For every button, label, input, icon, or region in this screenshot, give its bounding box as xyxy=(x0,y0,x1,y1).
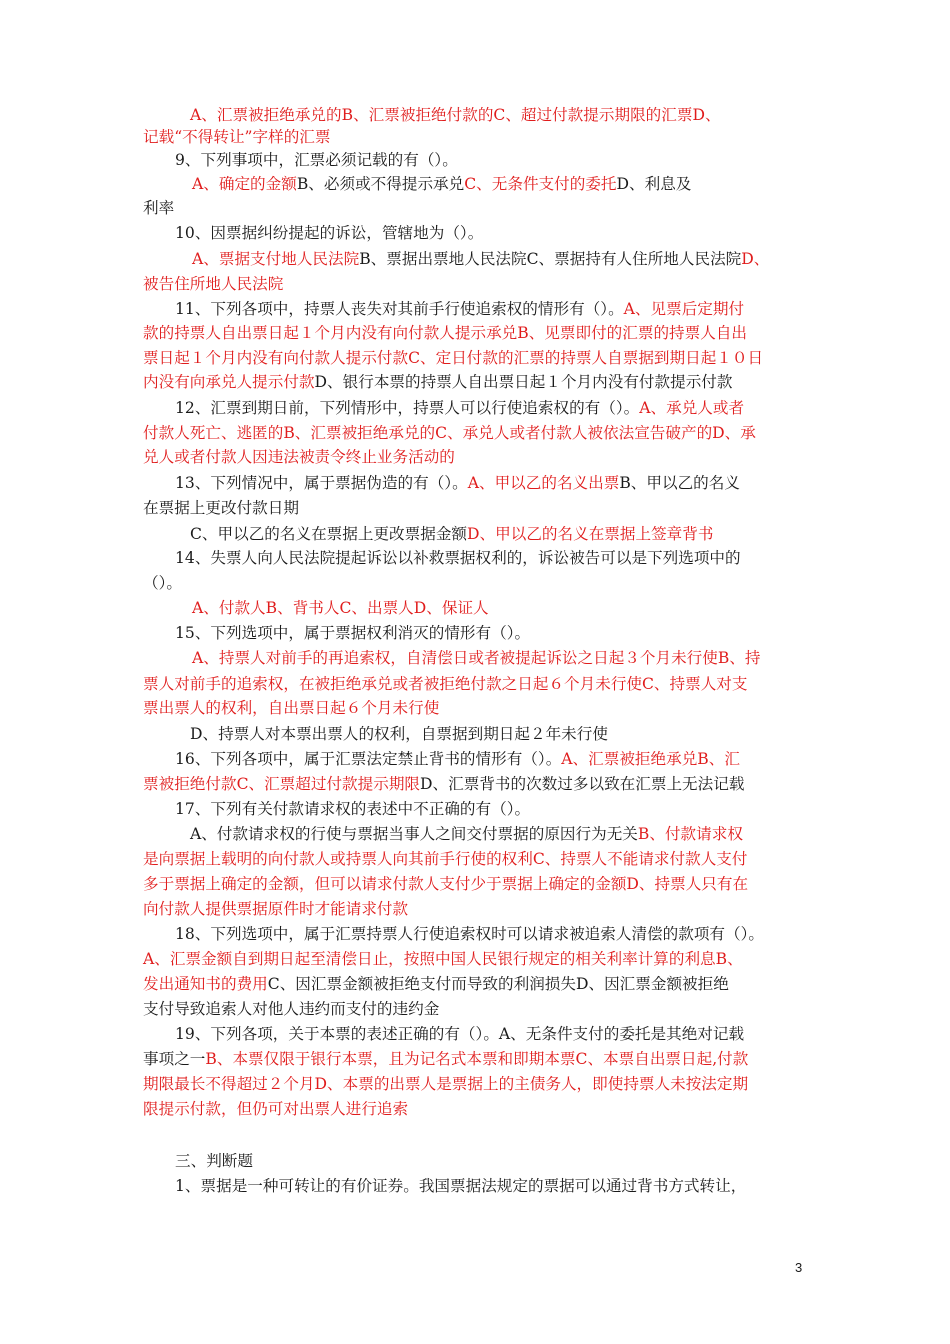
question-text: 19、下列各项，关于本票的表述正确的有（）。A、无条件支付的委托是其绝对记载 xyxy=(175,1025,745,1043)
text-line xyxy=(143,421,756,445)
question-text: D、持票人对本票出票人的权利，自票据到期日起２年未行使 xyxy=(190,725,608,743)
question-text: 12、汇票到期日前，下列情形中，持票人可以行使追索权的有（）。 xyxy=(175,399,640,417)
text-line xyxy=(143,370,733,394)
text-line xyxy=(143,872,748,896)
text-line xyxy=(190,722,608,746)
answer-text: 票日起１个月内没有向付款人提示付款C、定日付款的汇票的持票人自票据到期日起１０日 xyxy=(143,349,764,367)
text-line xyxy=(175,297,744,321)
answer-text: B、付款请求权 xyxy=(637,825,743,843)
text-line xyxy=(143,672,748,696)
text-line xyxy=(143,947,743,971)
text-line xyxy=(143,1072,748,1096)
text-line xyxy=(143,272,283,296)
question-text: （）。 xyxy=(143,574,182,592)
text-line xyxy=(175,471,740,495)
text-line xyxy=(143,972,729,996)
question-text: 支付导致追索人对他人违约而支付的违约金 xyxy=(143,1000,440,1018)
answer-text: D、 xyxy=(741,250,770,268)
text-line xyxy=(175,747,740,771)
answer-text: 限提示付款，但仍可对出票人进行追索 xyxy=(143,1100,409,1118)
text-line xyxy=(143,997,439,1021)
text-line xyxy=(190,522,713,546)
text-line xyxy=(192,247,769,271)
answer-text: A、承兑人或者 xyxy=(639,399,745,417)
answer-text: 内没有向承兑人提示付款 xyxy=(143,373,315,391)
answer-text: A、汇票被拒绝承兑的B、汇票被拒绝付款的C、超过付款提示期限的汇票D、 xyxy=(190,106,721,124)
question-text: 11、下列各项中，持票人丧失对其前手行使追索权的情形有（）。 xyxy=(175,300,624,318)
text-line xyxy=(192,172,691,196)
question-text: B、票据出票地人民法院C、票据持有人住所地人民法院 xyxy=(359,250,742,268)
question-text: D、银行本票的持票人自出票日起１个月内没有付款提示付款 xyxy=(314,373,733,391)
text-line xyxy=(175,1174,746,1198)
text-line xyxy=(175,797,530,821)
text-line xyxy=(175,148,458,172)
text-line xyxy=(143,772,744,796)
text-line xyxy=(143,125,330,149)
question-text: C、甲以乙的名义在票据上更改票据金额 xyxy=(190,525,468,543)
answer-text: 多于票据上确定的金额，但可以请求付款人支付少于票据上确定的金额D、持票人只有在 xyxy=(143,875,749,893)
answer-text: 期限最长不得超过２个月D、本票的出票人是票据上的主债务人，即使持票人未按法定期 xyxy=(143,1075,749,1093)
answer-text: A、汇票被拒绝承兑B、汇 xyxy=(561,750,740,768)
answer-text: 兑人或者付款人因违法被责令终止业务活动的 xyxy=(143,448,455,466)
text-line xyxy=(175,1149,253,1173)
question-text: D、汇票背书的次数过多以致在汇票上无法记载 xyxy=(420,775,745,793)
text-line xyxy=(175,396,744,420)
text-line xyxy=(143,1047,748,1071)
answer-text: B、本票仅限于银行本票，且为记名式本票和即期本票C、本票自出票日起,付款 xyxy=(205,1050,749,1068)
question-text: C、因汇票金额被拒绝支付而导致的利润损失D、因汇票金额被拒绝 xyxy=(267,975,729,993)
answer-text: 付款人死亡、逃匿的B、汇票被拒绝承兑的C、承兑人或者付款人被依法宣告破产的D、承 xyxy=(143,424,756,442)
question-text: 1、票据是一种可转让的有价证券。我国票据法规定的票据可以通过背书方式转让， xyxy=(175,1177,747,1195)
answer-text: 票被拒绝付款C、汇票超过付款提示期限 xyxy=(143,775,421,793)
text-line xyxy=(143,196,174,220)
question-text: 9、下列事项中，汇票必须记载的有（）。 xyxy=(175,151,458,169)
text-line xyxy=(143,321,747,345)
text-line xyxy=(175,1022,744,1046)
answer-text: 是向票据上载明的向付款人或持票人向其前手行使的权利C、持票人不能请求付款人支付 xyxy=(143,850,748,868)
answer-text: D、甲以乙的名义在票据上签章背书 xyxy=(467,525,714,543)
question-text: 17、下列有关付款请求权的表述中不正确的有（）。 xyxy=(175,800,531,818)
answer-text: A、票据支付地人民法院 xyxy=(192,250,360,268)
page-number: 3 xyxy=(795,1260,803,1275)
question-text: 14、失票人向人民法院提起诉讼以补救票据权利的，诉讼被告可以是下列选项中的 xyxy=(175,549,741,567)
text-line xyxy=(143,1097,408,1121)
answer-text: 向付款人提供票据原件时才能请求付款 xyxy=(143,900,409,918)
text-line xyxy=(190,822,743,846)
question-text: 在票据上更改付款日期 xyxy=(143,499,299,517)
question-text: 事项之一 xyxy=(143,1050,206,1068)
text-line xyxy=(175,221,483,245)
text-line xyxy=(175,922,764,946)
answer-text: A、汇票金额自到期日起至清偿日止，按照中国人民银行规定的相关利率计算的利息B、 xyxy=(143,950,743,968)
question-text: 利率 xyxy=(143,199,175,217)
question-text: B、甲以乙的名义 xyxy=(619,474,740,492)
text-line xyxy=(192,596,489,620)
answer-text: A、持票人对前手的再追索权，自清偿日或者被提起诉讼之日起３个月未行使B、持 xyxy=(192,649,761,667)
answer-text: 票出票人的权利，自出票日起６个月未行使 xyxy=(143,699,440,717)
text-line xyxy=(190,103,721,127)
text-line xyxy=(143,897,408,921)
text-line xyxy=(143,346,763,370)
answer-text: A、确定的金额 xyxy=(192,175,297,193)
text-line xyxy=(192,646,761,670)
answer-text: 款的持票人自出票日起１个月内没有向付款人提示承兑B、见票即付的汇票的持票人自出 xyxy=(143,324,748,342)
question-text: 15、下列选项中，属于票据权利消灭的情形有（）。 xyxy=(175,624,531,642)
text-line xyxy=(143,696,439,720)
question-text: 13、下列情况中，属于票据伪造的有（）。 xyxy=(175,474,468,492)
answer-text: A、见票后定期付 xyxy=(623,300,745,318)
answer-text: 记载“不得转让”字样的汇票 xyxy=(143,128,331,146)
answer-text: C、无条件支付的委托 xyxy=(464,175,617,193)
question-text: 18、下列选项中，属于汇票持票人行使追索权时可以请求被追索人清偿的款项有（）。 xyxy=(175,925,765,943)
answer-text: A、付款人B、背书人C、出票人D、保证人 xyxy=(192,599,489,617)
question-text: D、利息及 xyxy=(616,175,692,193)
text-line xyxy=(175,546,741,570)
text-line xyxy=(175,621,530,645)
question-text: 16、下列各项中，属于汇票法定禁止背书的情形有（）。 xyxy=(175,750,562,768)
text-line xyxy=(143,847,748,871)
question-text: B、必须或不得提示承兑 xyxy=(296,175,465,193)
question-text: 三、判断题 xyxy=(175,1152,253,1170)
question-text: A、付款请求权的行使与票据当事人之间交付票据的原因行为无关 xyxy=(190,825,638,843)
answer-text: A、甲以乙的名义出票 xyxy=(467,474,620,492)
question-text: 10、因票据纠纷提起的诉讼，管辖地为（）。 xyxy=(175,224,484,242)
answer-text: 发出通知书的费用 xyxy=(143,975,268,993)
answer-text: 票人对前手的追索权，在被拒绝承兑或者被拒绝付款之日起６个月未行使C、持票人对支 xyxy=(143,675,748,693)
answer-text: 被告住所地人民法院 xyxy=(143,275,284,293)
text-line xyxy=(143,496,299,520)
text-line xyxy=(143,571,182,595)
text-line xyxy=(143,445,455,469)
